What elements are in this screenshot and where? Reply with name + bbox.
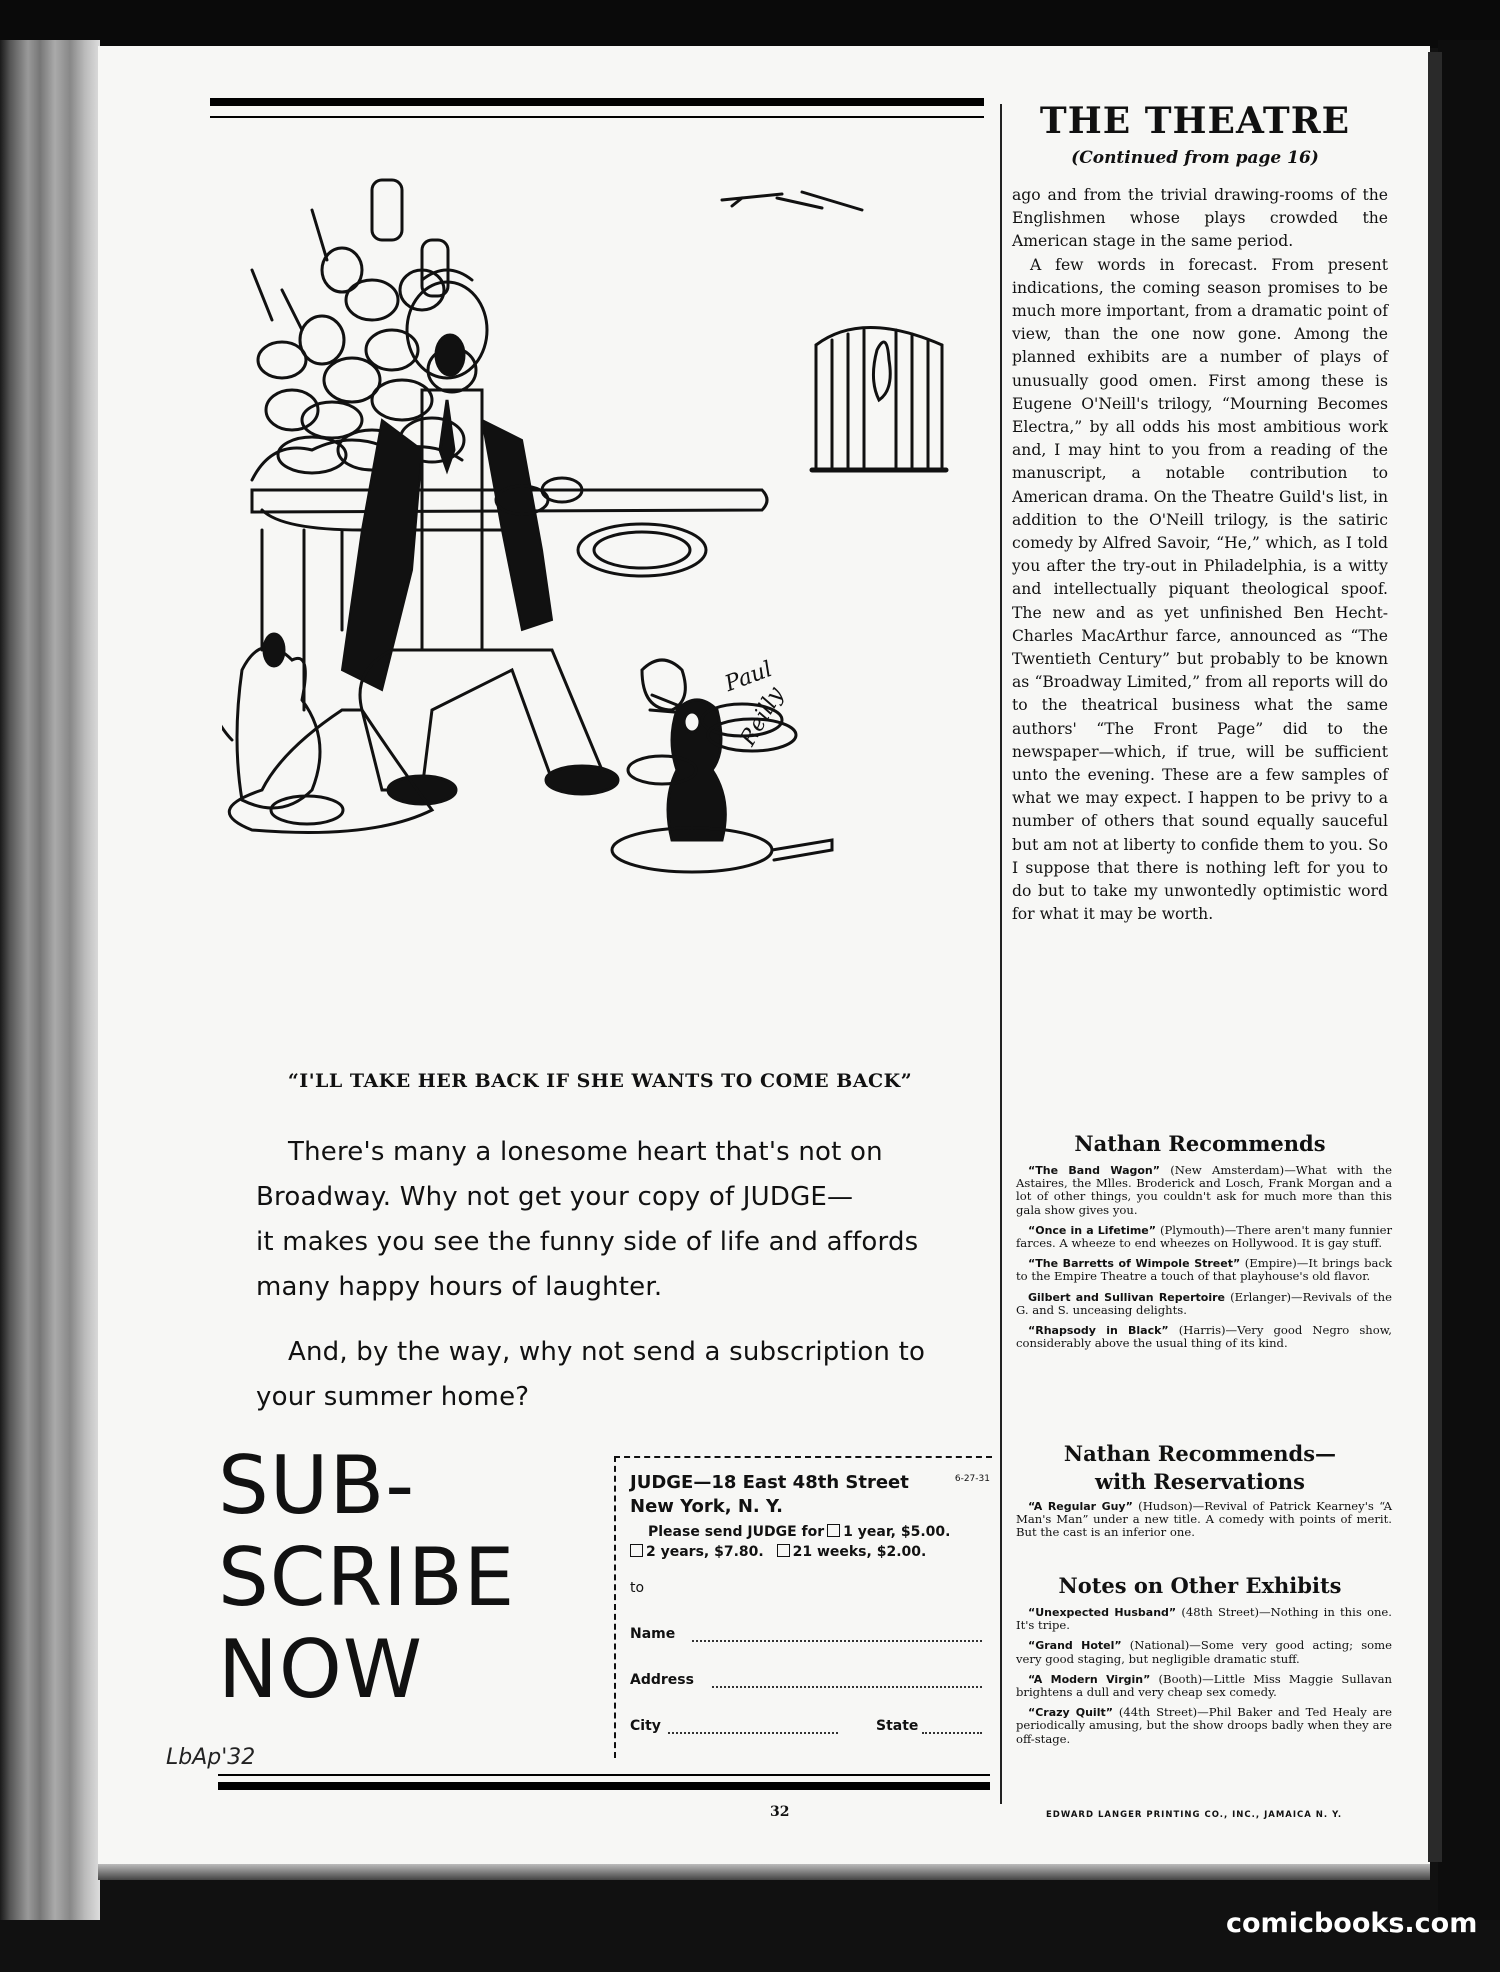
singing-man-drawing	[342, 270, 706, 804]
state-label: State	[876, 1718, 919, 1734]
list-item	[1016, 1164, 1392, 1217]
name-field[interactable]	[692, 1630, 982, 1642]
nathan-reservations-heading: Nathan Recommends— with Reservations	[1063, 1441, 1337, 1494]
entry-title: “Unexpected Husband”	[1028, 1606, 1177, 1619]
list-item	[1016, 1639, 1392, 1665]
entry-title: “Once in a Lifetime”	[1028, 1223, 1156, 1237]
coupon-address-line1: JUDGE—18 East 48th Street	[630, 1472, 909, 1493]
entry-title: “The Barretts of Wimpole Street”	[1028, 1257, 1241, 1271]
list-item	[1016, 1291, 1392, 1317]
ad-paragraph-2	[256, 1330, 966, 1420]
entry-text: (Empire)—It brings back to the Empire Theatre a touch of that playhouse's old flavor.	[1016, 1256, 1392, 1284]
entry-text: (Harris)—Very good Negro show, considerably above the usual thing of its kind.	[1016, 1323, 1392, 1351]
name-label: Name	[630, 1626, 676, 1642]
coupon-offer-line1	[648, 1524, 950, 1540]
list-item	[1016, 1257, 1392, 1283]
theatre-title: THE THEATRE	[1039, 100, 1351, 142]
checkbox-21-weeks[interactable]	[777, 1544, 790, 1557]
state-field[interactable]	[922, 1722, 982, 1734]
bottom-rule-thick	[218, 1782, 990, 1790]
column-divider	[1000, 104, 1002, 1804]
subscribe-line: SCRIBE	[218, 1531, 516, 1624]
ad-line: Broadway. Why not get your copy of JUDGE—	[256, 1182, 854, 1212]
cartoon-illustration	[222, 150, 992, 1060]
svg-text:Paul: Paul	[721, 657, 776, 698]
subscription-coupon[interactable]	[614, 1456, 992, 1758]
subscribe-now-heading	[218, 1440, 578, 1716]
address-label: Address	[630, 1672, 694, 1688]
svg-text:Reilly: Reilly	[735, 683, 789, 751]
ad-line: many happy hours of laughter.	[256, 1272, 663, 1302]
ad-line: it makes you see the funny side of life and affords	[256, 1227, 919, 1257]
subscribe-line: SUB-	[218, 1439, 416, 1532]
entry-title: Gilbert and Sullivan Repertoire	[1028, 1290, 1226, 1304]
notes-other-heading: Notes on Other Exhibits	[1058, 1573, 1342, 1598]
coupon-address-line2: New York, N. Y.	[630, 1496, 783, 1517]
checkbox-1-year[interactable]	[827, 1524, 840, 1537]
checkbox-2-years[interactable]	[630, 1544, 643, 1557]
notes-other-list	[1016, 1606, 1392, 1753]
list-item	[1016, 1324, 1392, 1350]
scan-top-border	[0, 0, 1500, 48]
entry-title: “Rhapsody in Black”	[1028, 1324, 1169, 1338]
article-paragraph: ago and from the trivial drawing-rooms of the Englishmen whose plays crowded the American stage in the same period.	[1012, 186, 1388, 251]
page-number: 32	[770, 1804, 790, 1820]
theatre-article	[1012, 184, 1388, 927]
book-page-edges	[0, 40, 100, 1920]
list-item	[1016, 1673, 1392, 1699]
nathan-recommends-list	[1016, 1164, 1392, 1357]
offer-2-years: 2 years, $7.80.	[646, 1544, 764, 1560]
article-paragraph: A few words in forecast. From present indications, the coming season promises to be much more important, from a dramatic point of view, than the one now gone. Among the planned exhibits are a number of plays of unusually good omen. First among these is Eugene O'Neill's trilogy, “Mourning Becomes Electra,” by all odds his most ambitious work and, I may hint to you from a reading of the manuscript, a notable contribution to American drama. On the Theatre Guild's list, in addition to the O'Neill trilogy, is the satiric comedy by Alfred Savoir, “He,” which, as I told you after the try-out in Philadelphia, is a witty and intellectually piquant theological spoof. The new and as yet unfinished Ben Hecht-Charles MacArthur farce, announced as “The Twentieth Century” but probably to be known as “Broadway Limited,” from all reports will do to the theatrical business what the same authors' “The Front Page” did to the newspaper—which, if true, will be sufficient unto the evening. These are a few samples of what we may expect. I happen to be privy to a number of others that sound equally sauceful but am not at liberty to confide them to you. So I suppose that there is nothing left for you to do but to take my unwontedly optimistic word for what it may be worth.	[1012, 255, 1388, 924]
ad-line: your summer home?	[256, 1382, 530, 1412]
top-rule-thin	[210, 116, 984, 118]
city-label: City	[630, 1718, 661, 1734]
coupon-code: 6-27-31	[954, 1474, 990, 1484]
continued-note: (Continued from page 16)	[1071, 148, 1319, 168]
entry-text: (Erlanger)—Revivals of the G. and S. unceasing delights.	[1016, 1289, 1393, 1317]
top-rule-thick	[210, 98, 984, 106]
offer-1-year: 1 year, $5.00.	[843, 1524, 951, 1540]
entry-text: (Booth)—Little Miss Maggie Sullavan brightens a dull and very cheap sex comedy.	[1016, 1671, 1392, 1700]
entry-title: “Grand Hotel”	[1028, 1639, 1122, 1653]
entry-title: “A Modern Virgin”	[1028, 1672, 1151, 1686]
coupon-offer-line2	[630, 1544, 926, 1560]
entry-text: (Hudson)—Revival of Patrick Kearney's “A Man's Man” under a new title. A comedy with points of merit. But the cast is an inferior one.	[1016, 1499, 1392, 1540]
entry-text: (Plymouth)—There aren't many funnier farces. A wheeze to end wheezes on Hollywood. It is gay stuff.	[1016, 1222, 1392, 1251]
book-gutter-edge	[1428, 52, 1442, 1862]
bottom-rule-thin	[218, 1774, 990, 1776]
entry-text: (National)—Some very good acting; some very good staging, but negligible dramatic stuff.	[1016, 1638, 1392, 1666]
ad-line: There's many a lonesome heart that's not on	[288, 1137, 883, 1167]
offer-label: Please send JUDGE for	[648, 1524, 825, 1540]
entry-title: “A Regular Guy”	[1028, 1500, 1133, 1513]
entry-title: “The Band Wagon”	[1028, 1164, 1160, 1177]
ad-line: And, by the way, why not send a subscription to	[288, 1337, 926, 1367]
city-field[interactable]	[668, 1722, 838, 1734]
entry-text: (New Amsterdam)—What with the Astaires, the Mlles. Broderick and Losch, Frank Morgan and a lot of other things, you couldn't ask for much more than this gala show gives you.	[1016, 1163, 1392, 1217]
list-item	[1016, 1606, 1392, 1632]
birdcage-drawing	[722, 192, 946, 470]
coupon-to-label: to	[630, 1580, 645, 1596]
list-item	[1016, 1706, 1392, 1746]
entry-text: (48th Street)—Nothing in this one. It's tripe.	[1016, 1605, 1392, 1633]
library-stamp: LbAp'32	[166, 1745, 256, 1770]
printer-credit: EDWARD LANGER PRINTING CO., INC., JAMAICA N. Y.	[1046, 1810, 1343, 1820]
scan-right-border	[1438, 40, 1500, 1920]
list-item	[1016, 1224, 1392, 1250]
nathan-reservations-list	[1016, 1500, 1392, 1547]
nathan-recommends-heading: Nathan Recommends	[1074, 1131, 1326, 1156]
list-item	[1016, 1500, 1392, 1540]
entry-title: “Crazy Quilt”	[1028, 1706, 1113, 1720]
subscribe-line: NOW	[218, 1623, 423, 1716]
offer-21-weeks: 21 weeks, $2.00.	[792, 1544, 927, 1560]
address-field[interactable]	[712, 1676, 982, 1688]
cartoon-caption: “I'LL TAKE HER BACK IF SHE WANTS TO COME BACK”	[287, 1070, 913, 1092]
page-bottom-shadow	[98, 1864, 1430, 1880]
site-watermark: comicbooks.com	[1226, 1908, 1478, 1939]
entry-text: (44th Street)—Phil Baker and Ted Healy are periodically amusing, but the show droops badly when they are off-stage.	[1016, 1705, 1392, 1746]
ad-paragraph-1	[256, 1130, 966, 1310]
